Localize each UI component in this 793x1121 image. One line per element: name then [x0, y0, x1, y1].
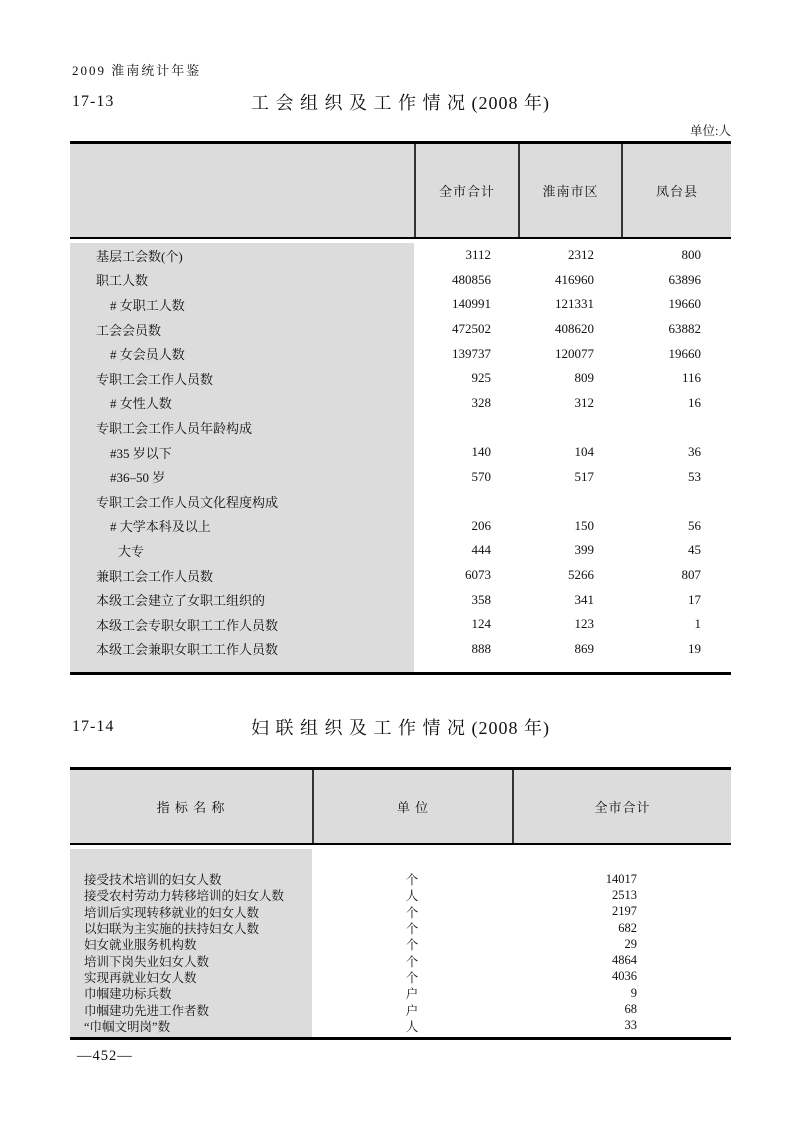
- row-value: 16: [688, 394, 701, 410]
- row-value: 399: [574, 542, 594, 558]
- row-value: 341: [574, 591, 594, 607]
- union-table: [70, 141, 731, 675]
- table-row: [70, 292, 731, 317]
- row-unit: 个: [405, 938, 419, 953]
- row-value: 800: [681, 247, 701, 263]
- row-value: 19660: [668, 296, 701, 312]
- row-label: 兼职工会工作人员数: [96, 568, 214, 584]
- row-value: 809: [574, 370, 594, 386]
- row-value: 3112: [465, 247, 491, 263]
- row-value: 53: [688, 468, 701, 484]
- row-label: 巾帼建功先进工作者数: [84, 1003, 210, 1018]
- table-row: [70, 341, 731, 366]
- row-value: 6073: [465, 567, 491, 583]
- row-value: 682: [618, 920, 637, 935]
- row-label: 培训下岗失业妇女人数: [84, 954, 210, 969]
- row-value: 358: [471, 591, 491, 607]
- table-row: [70, 1001, 731, 1017]
- row-unit: 个: [405, 905, 419, 920]
- row-value: 5266: [568, 567, 594, 583]
- table-row: [70, 952, 731, 968]
- row-label: #35 岁以下: [110, 445, 172, 461]
- row-value: 408620: [555, 321, 594, 337]
- row-value: 2513: [612, 887, 637, 902]
- row-value: 312: [574, 394, 594, 410]
- row-value: 4036: [612, 969, 637, 984]
- row-value: 123: [574, 616, 594, 632]
- row-value: 206: [471, 517, 491, 533]
- union-header-col-citywide: 全市合计: [414, 144, 518, 237]
- table-row: [70, 587, 731, 612]
- row-label: 大专: [118, 543, 145, 559]
- table-row: [70, 969, 731, 985]
- row-label: 巾帼建功标兵数: [84, 987, 172, 1002]
- federation-table-body: [70, 849, 731, 1040]
- row-label: 本级工会专职女职工工作人员数: [96, 617, 279, 633]
- table-row: [70, 936, 731, 952]
- table-row: [70, 391, 731, 416]
- row-unit: 人: [405, 889, 419, 904]
- row-value: 2312: [568, 247, 594, 263]
- row-label: 职工人数: [96, 273, 149, 289]
- page-number: —452—: [77, 1048, 133, 1064]
- row-value: 116: [681, 370, 701, 386]
- row-value: 17: [688, 591, 701, 607]
- table-row: [70, 637, 731, 662]
- row-value: 63896: [668, 271, 701, 287]
- union-table-header: [70, 141, 731, 239]
- table-row: [70, 985, 731, 1001]
- row-value: 888: [471, 640, 491, 656]
- row-label: 专职工会工作人员文化程度构成: [96, 494, 279, 510]
- table-row: [70, 904, 731, 920]
- row-value: 869: [574, 640, 594, 656]
- table1-unit-note: 单位:人: [690, 124, 731, 138]
- row-label: 本级工会建立了女职工组织的: [96, 593, 266, 609]
- row-value: 29: [624, 936, 637, 951]
- row-unit: 个: [405, 922, 419, 937]
- federation-header-col-unit: 单 位: [312, 770, 512, 843]
- table-row: [70, 440, 731, 465]
- row-unit: 个: [405, 873, 419, 888]
- row-value: 120077: [555, 345, 594, 361]
- union-header-col-fengtai: 凤台县: [621, 144, 731, 237]
- row-label: 专职工会工作人员数: [96, 371, 214, 387]
- row-value: 328: [471, 394, 491, 410]
- row-label: 培训后实现转移就业的妇女人数: [84, 905, 260, 920]
- womens-federation-table: [70, 767, 731, 1040]
- federation-table-header: [70, 767, 731, 845]
- row-value: 925: [471, 370, 491, 386]
- row-value: 9: [630, 985, 637, 1000]
- table-row: [70, 489, 731, 514]
- table-row: [70, 920, 731, 936]
- row-value: 33: [624, 1018, 637, 1033]
- row-value: 480856: [452, 271, 491, 287]
- row-label: #36–50 岁: [110, 470, 166, 486]
- table2-title: 妇 联 组 织 及 工 作 情 况 (2008 年): [251, 718, 550, 738]
- row-value: 14017: [605, 871, 637, 886]
- row-value: 121331: [555, 296, 594, 312]
- table-row: [70, 563, 731, 588]
- table-row: [70, 268, 731, 293]
- row-unit: 人: [405, 1019, 419, 1034]
- row-value: 45: [688, 542, 701, 558]
- table-row: [70, 243, 731, 268]
- table1-number: 17-13: [72, 93, 115, 110]
- row-value: 56: [688, 517, 701, 533]
- table-row: [70, 612, 731, 637]
- row-value: 68: [624, 1002, 637, 1017]
- yearbook-header: 2009 淮南统计年鉴: [72, 63, 202, 78]
- table2-number: 17-14: [72, 718, 115, 735]
- row-label: 基层工会数(个): [96, 248, 183, 264]
- union-header-stub: [70, 144, 414, 237]
- row-label: 接受农村劳动力转移培训的妇女人数: [84, 889, 285, 904]
- row-value: 472502: [452, 321, 491, 337]
- row-unit: 户: [405, 987, 419, 1002]
- row-label: “巾帼文明岗”数: [84, 1019, 171, 1034]
- row-unit: 个: [405, 954, 419, 969]
- table-row: [70, 366, 731, 391]
- row-value: 140: [471, 444, 491, 460]
- row-unit: 个: [405, 970, 419, 985]
- row-value: 444: [471, 542, 491, 558]
- row-value: 36: [688, 444, 701, 460]
- federation-header-col-indicator: 指 标 名 称: [156, 800, 226, 815]
- row-value: 570: [471, 468, 491, 484]
- row-label: 本级工会兼职女职工工作人员数: [96, 642, 279, 658]
- row-label: 以妇联为主实施的扶持妇女人数: [84, 922, 260, 937]
- row-value: 139737: [452, 345, 491, 361]
- union-table-body: [70, 243, 731, 675]
- row-value: 19: [688, 640, 701, 656]
- table-row: [70, 514, 731, 539]
- table-row: [70, 464, 731, 489]
- table-row: [70, 1018, 731, 1034]
- table-row: [70, 871, 731, 887]
- row-value: 104: [574, 444, 594, 460]
- row-value: 140991: [452, 296, 491, 312]
- row-value: 19660: [668, 345, 701, 361]
- row-value: 2197: [612, 904, 637, 919]
- row-value: 150: [574, 517, 594, 533]
- row-value: 63882: [668, 321, 701, 337]
- row-value: 1: [694, 616, 701, 632]
- row-label: # 女职工人数: [110, 297, 185, 313]
- federation-header-col-citywide: 全市合计: [512, 770, 731, 843]
- table-row: [70, 538, 731, 563]
- row-label: 接受技术培训的妇女人数: [84, 873, 222, 888]
- union-header-col-urban: 淮南市区: [518, 144, 621, 237]
- row-value: 807: [681, 567, 701, 583]
- row-unit: 户: [405, 1003, 419, 1018]
- row-value: 4864: [612, 953, 637, 968]
- row-value: 124: [471, 616, 491, 632]
- table-row: [70, 317, 731, 342]
- row-label: # 大学本科及以上: [110, 519, 211, 535]
- row-label: 工会会员数: [96, 322, 162, 338]
- row-label: 专职工会工作人员年龄构成: [96, 420, 253, 436]
- row-label: # 女会员人数: [110, 347, 185, 363]
- table1-title: 工 会 组 织 及 工 作 情 况 (2008 年): [251, 93, 550, 113]
- table-row: [70, 415, 731, 440]
- table-row: [70, 887, 731, 903]
- row-label: 妇女就业服务机构数: [84, 938, 197, 953]
- row-value: 517: [574, 468, 594, 484]
- row-label: # 女性人数: [110, 396, 172, 412]
- row-label: 实现再就业妇女人数: [84, 970, 197, 985]
- row-value: 416960: [555, 271, 594, 287]
